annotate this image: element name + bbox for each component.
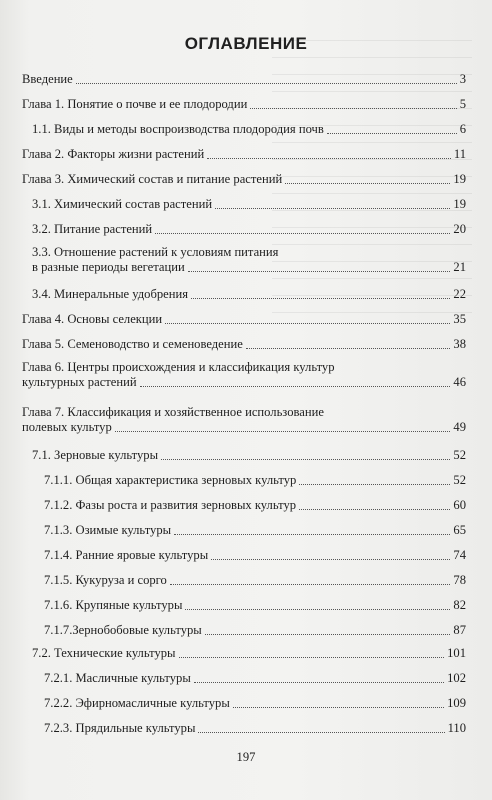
toc-entry-title: Глава 3. Химический состав и питание растений — [22, 172, 283, 186]
page-number: 197 — [236, 750, 256, 764]
toc-entry-page: 60 — [453, 498, 466, 512]
toc-entry — [22, 97, 466, 112]
toc-entry — [44, 473, 466, 488]
toc-entry-page: 101 — [447, 646, 466, 660]
dot-leader — [215, 207, 450, 209]
toc-entry-title: 7.2.3. Прядильные культуры — [44, 721, 196, 735]
dot-leader — [161, 458, 450, 460]
toc-entry — [32, 245, 466, 275]
toc-entry-page: 11 — [453, 147, 466, 161]
dot-leader — [185, 608, 450, 610]
toc-entry-page: 102 — [447, 671, 466, 685]
toc-entry — [44, 721, 466, 736]
toc-entry-title: 7.1.1. Общая характеристика зерновых культур — [44, 473, 297, 487]
toc-entry — [32, 287, 466, 302]
toc-entry-title: 7.1.3. Озимые культуры — [44, 523, 172, 537]
dot-leader — [115, 430, 451, 432]
toc-entry-page: 78 — [453, 573, 466, 587]
toc-entry-page: 5 — [459, 97, 466, 111]
toc-entry-page: 46 — [453, 375, 466, 389]
dot-leader — [165, 322, 450, 324]
dot-leader — [76, 82, 457, 84]
toc-entry — [32, 646, 466, 661]
dot-leader — [250, 107, 456, 109]
toc-entry-title: Глава 6. Центры происхождения и классификация культур — [22, 360, 335, 374]
toc-entry-title: 7.1.4. Ранние яровые культуры — [44, 548, 209, 562]
page-title: ОГЛАВЛЕНИЕ — [184, 34, 308, 53]
toc-entry — [44, 548, 466, 563]
toc-entry-title: Глава 5. Семеноводство и семеноведение — [22, 337, 243, 351]
toc-entry-title: 7.2.1. Масличные культуры — [44, 671, 191, 685]
toc-entry — [44, 696, 466, 711]
toc-entry-page: 20 — [453, 222, 466, 236]
dot-leader — [211, 558, 450, 560]
toc-entry-page: 22 — [453, 287, 466, 301]
toc-entry-title: 7.1.7.Зернобобовые культуры — [44, 623, 202, 637]
toc-entry-title: Глава 2. Факторы жизни растений — [22, 147, 205, 161]
toc-entry-title: 3.1. Химический состав растений — [32, 197, 213, 211]
toc-entry — [44, 671, 466, 686]
toc-entry — [22, 360, 466, 390]
toc-entry-page: 49 — [453, 420, 466, 434]
toc-entry-page: 52 — [453, 473, 466, 487]
dot-leader — [174, 533, 450, 535]
toc-entry-title: 7.1.5. Кукуруза и сорго — [44, 573, 167, 587]
toc-entry — [44, 498, 466, 513]
toc-entry-title: 1.1. Виды и методы воспроизводства плодородия почв — [32, 122, 324, 136]
dot-leader — [327, 132, 457, 134]
toc-entry-page: 109 — [447, 696, 466, 710]
toc-entry — [22, 337, 466, 352]
toc-entry — [44, 623, 466, 638]
toc-entry-page: 21 — [453, 260, 466, 274]
toc-entry-title: 3.3. Отношение растений к условиям питания — [32, 245, 279, 259]
toc-entry-title: Глава 7. Классификация и хозяйственное использование — [22, 405, 324, 419]
dot-leader — [205, 633, 451, 635]
toc-entry-page: 19 — [453, 172, 466, 186]
toc-entry-page: 74 — [453, 548, 466, 562]
toc-entry-title: 7.1. Зерновые культуры — [32, 448, 159, 462]
toc-entry — [44, 523, 466, 538]
toc-entry-page: 82 — [453, 598, 466, 612]
toc-entry-title: 7.2.2. Эфирномасличные культуры — [44, 696, 230, 710]
toc-entry-title: 3.2. Питание растений — [32, 222, 153, 236]
toc-entry-page: 52 — [453, 448, 466, 462]
toc-entry-page: 35 — [453, 312, 466, 326]
dot-leader — [198, 731, 444, 733]
toc-entry-title: Глава 1. Понятие о почве и ее плодородии — [22, 97, 248, 111]
dot-leader — [194, 681, 444, 683]
toc-entry-page: 3 — [459, 72, 466, 86]
toc-entry — [22, 147, 466, 162]
dot-leader — [299, 483, 450, 485]
toc-entry-title: Введение — [22, 72, 73, 86]
toc-entry — [32, 197, 466, 212]
toc-entry-title-continued: в разные периоды вегетации — [32, 260, 185, 274]
dot-leader — [170, 583, 451, 585]
toc-entry-title: Глава 4. Основы селекции — [22, 312, 163, 326]
toc-entry-title: 7.1.6. Крупяные культуры — [44, 598, 183, 612]
toc-entry — [22, 172, 466, 187]
dot-leader — [179, 656, 445, 658]
toc-entry-page: 6 — [459, 122, 466, 136]
toc-entry-title-continued: полевых культур — [22, 420, 112, 434]
toc-entry-page: 87 — [453, 623, 466, 637]
toc-entry-title: 3.4. Минеральные удобрения — [32, 287, 189, 301]
toc-entry-title: 7.1.2. Фазы роста и развития зерновых культур — [44, 498, 297, 512]
toc-entry — [44, 573, 466, 588]
toc-entry-page: 110 — [447, 721, 466, 735]
dot-leader — [191, 297, 450, 299]
toc-entry — [22, 405, 466, 435]
toc-entry — [32, 448, 466, 463]
dot-leader — [188, 270, 451, 272]
toc-entry — [32, 222, 466, 237]
dot-leader — [233, 706, 444, 708]
dot-leader — [285, 182, 450, 184]
dot-leader — [299, 508, 450, 510]
toc-entry — [22, 312, 466, 327]
toc-entry — [22, 72, 466, 87]
toc-entry-title: 7.2. Технические культуры — [32, 646, 176, 660]
dot-leader — [246, 347, 451, 349]
toc-entry-title-continued: культурных растений — [22, 375, 137, 389]
dot-leader — [140, 385, 451, 387]
toc-entry — [32, 122, 466, 137]
dot-leader — [155, 232, 450, 234]
toc-entry-page: 65 — [453, 523, 466, 537]
toc-entry — [44, 598, 466, 613]
toc-entry-page: 19 — [453, 197, 466, 211]
dot-leader — [207, 157, 451, 159]
toc-entry-page: 38 — [453, 337, 466, 351]
